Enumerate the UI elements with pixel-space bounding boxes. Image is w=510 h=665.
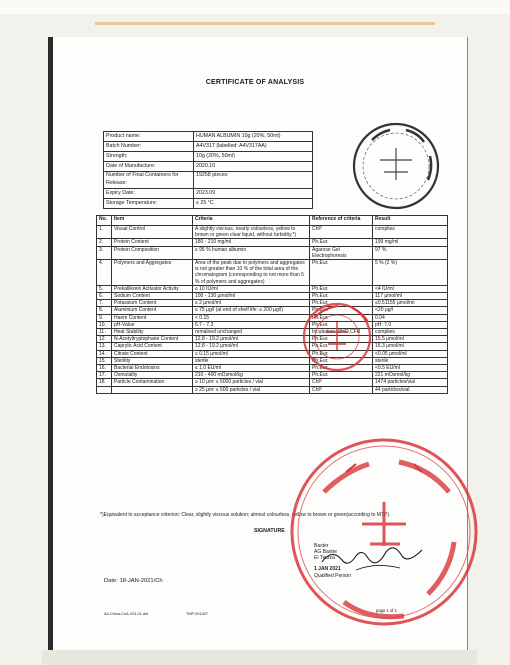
result-item: N-Acetyltryptophane Content [112, 336, 193, 343]
result-no: 10. [97, 321, 112, 328]
result-row [97, 343, 448, 350]
result-item: Polymers and Aggregates [112, 260, 193, 286]
result-criteria: 100 - 130 µmol/ml [193, 293, 310, 300]
result-no: 4. [97, 260, 112, 286]
info-label: Storage Temperature: [104, 199, 194, 209]
result-no: 1. [97, 226, 112, 239]
result-result: 16.3 µmol/ml [373, 343, 448, 350]
footnote: *)Equivalent to acceptance criterion: Clear, slightly viscous solution; almost colourless, yellow to brown or green(according to MTP). [100, 512, 391, 518]
result-row [97, 336, 448, 343]
result-item: Bacterial Endotoxins [112, 365, 193, 372]
result-item: Haem Content [112, 314, 193, 321]
header-reference: Reference of criteria [310, 216, 373, 226]
signed-date: 1 JAN 2021 [314, 566, 341, 572]
result-reference: Ph.Eur. [310, 336, 373, 343]
result-row [97, 372, 448, 379]
result-criteria: remained unchanged [193, 329, 310, 336]
result-reference: Ph.Eur. [310, 239, 373, 246]
result-row [97, 386, 448, 393]
result-result: <0.5 EU/ml [373, 365, 448, 372]
info-value: ≤ 25 °C [194, 199, 313, 209]
info-value: 10g (20%, 50ml) [194, 152, 313, 162]
result-item: Protein Composition [112, 246, 193, 259]
result-reference: Ph.Eur. [310, 300, 373, 307]
result-item: Caprylic Acid Content [112, 343, 193, 350]
result-reference: ChP [310, 386, 373, 393]
info-value: 2023.09 [194, 189, 313, 199]
result-result: sterile [373, 357, 448, 364]
result-row [97, 357, 448, 364]
result-criteria: Area of the peak due to polymers and aggregates is not greater than 10 % of the total area of the chromatogram (corresponding to not more than 5 % of polymers and aggregates) [193, 260, 310, 286]
result-no: 5. [97, 285, 112, 292]
result-result: <0.05 µmol/ml [373, 350, 448, 357]
result-criteria: 6.7 - 7.3 [193, 321, 310, 328]
info-label: Expiry Date: [104, 189, 194, 199]
result-no: 8. [97, 307, 112, 314]
result-row [97, 307, 448, 314]
results-header-row [97, 216, 448, 226]
result-result: 199 mg/ml [373, 239, 448, 246]
signer-title: Qualified Person [314, 573, 351, 579]
result-criteria: sterile [193, 357, 310, 364]
product-info-table [103, 131, 313, 209]
result-reference: Incubation WHO,CFR [310, 329, 373, 336]
result-item: Prekallikrein Activator Activity [112, 285, 193, 292]
result-item: Particle Contamination [112, 379, 193, 386]
info-row [104, 132, 313, 142]
result-reference: ChP [310, 226, 373, 239]
scan-bottom-margin [42, 650, 477, 665]
result-criteria: ≤ 75 µg/l (at end of shelf life: ≤ 200 µg/l) [193, 307, 310, 314]
result-no: 12. [97, 336, 112, 343]
inspection-stamp [300, 300, 374, 374]
result-no [97, 386, 112, 393]
result-no: 3. [97, 246, 112, 259]
company-seal-stamp [350, 120, 442, 212]
header-item: Item [112, 216, 193, 226]
result-item: Aluminium Content [112, 307, 193, 314]
result-item: Potassium Content [112, 300, 193, 307]
result-criteria: 12.8 - 19.2 µmol/ml [193, 343, 310, 350]
result-result: 5 % (2 %) [373, 260, 448, 286]
result-item: Osmolality [112, 372, 193, 379]
result-item: Visual Control [112, 226, 193, 239]
result-result: 15.5 µmol/ml [373, 336, 448, 343]
port-inspection-stamp [284, 432, 484, 632]
result-reference: Ph.Eur. [310, 307, 373, 314]
info-label: Strength: [104, 152, 194, 162]
result-row [97, 365, 448, 372]
info-label: Number of Final Containers for Release: [104, 172, 194, 189]
result-no: 11. [97, 329, 112, 336]
result-reference: Ph.Eur. [310, 372, 373, 379]
result-item: Sodium Content [112, 293, 193, 300]
info-label: Date of Manufacture: [104, 162, 194, 172]
result-row [97, 329, 448, 336]
result-criteria: 210 - 400 mOsmol/kg [193, 372, 310, 379]
result-result: 117 µmol/ml [373, 293, 448, 300]
result-reference: Ph.Eur. [310, 285, 373, 292]
result-criteria: ≤ 1.0 EU/ml [193, 365, 310, 372]
result-result: 221 mOsmol/kg [373, 372, 448, 379]
info-value: 2020.10 [194, 162, 313, 172]
info-value: 19258 pieces [194, 172, 313, 189]
result-row [97, 314, 448, 321]
result-item: Sterility [112, 357, 193, 364]
result-item: pH-Value [112, 321, 193, 328]
result-reference: Ph.Eur. [310, 260, 373, 286]
info-value: A4V317 (labelled: A4V317AA) [194, 142, 313, 152]
result-criteria: ≥ 10 µm: ≤ 6000 particles / vial [193, 379, 310, 386]
result-result: 44 particles/vial [373, 386, 448, 393]
result-no: 18. [97, 379, 112, 386]
result-item [112, 386, 193, 393]
result-result: 97 % [373, 246, 448, 259]
info-row [104, 152, 313, 162]
result-reference: Ph.Eur. [310, 314, 373, 321]
header-criteria: Criteria [193, 216, 310, 226]
result-result: <20 µg/l [373, 307, 448, 314]
result-result: 0.04 [373, 314, 448, 321]
result-criteria: ≥ 95 % human albumin [193, 246, 310, 259]
document-id: A4-China-CoA-V01.01.dot [104, 612, 149, 616]
info-row [104, 172, 313, 189]
issue-date: Date: 18-JAN-2021/Ch [104, 578, 163, 584]
header-result: Result [373, 216, 448, 226]
result-item: Protein Content [112, 239, 193, 246]
handwritten-signature [318, 540, 428, 580]
page-number: page 1 of 1 [376, 608, 397, 613]
info-label: Product name: [104, 132, 194, 142]
result-item: Heat Stability [112, 329, 193, 336]
result-no: 13. [97, 343, 112, 350]
result-row [97, 260, 448, 286]
template-id: TMP-001407 [186, 612, 208, 616]
document-title: CERTIFICATE OF ANALYSIS [205, 79, 305, 86]
result-item: Citrate Content [112, 350, 193, 357]
info-label: Batch Number: [104, 142, 194, 152]
result-reference: ChP [310, 379, 373, 386]
result-row [97, 321, 448, 328]
result-reference: Ph.Eur. [310, 293, 373, 300]
result-row [97, 300, 448, 307]
result-row [97, 226, 448, 239]
results-table [96, 215, 448, 394]
signature-label: SIGNATURE [254, 528, 285, 534]
result-result: 1474 particles/vial [373, 379, 448, 386]
result-result: complies [373, 329, 448, 336]
result-criteria: ≤ 2 µmol/ml [193, 300, 310, 307]
scan-edge-line [95, 22, 435, 25]
info-row [104, 199, 313, 209]
result-criteria: ≤ 0.15 µmol/ml [193, 350, 310, 357]
result-result: <4 IU/ml [373, 285, 448, 292]
result-row [97, 379, 448, 386]
result-row [97, 285, 448, 292]
result-result: pH: 7.0 [373, 321, 448, 328]
result-no: 7. [97, 300, 112, 307]
result-reference: Ph.Eur. [310, 321, 373, 328]
result-no: 9. [97, 314, 112, 321]
result-criteria: ≤ 10 IU/ml [193, 285, 310, 292]
result-criteria: ≥ 25 µm: ≤ 600 particles / vial [193, 386, 310, 393]
result-row [97, 239, 448, 246]
result-row [97, 350, 448, 357]
result-reference: Ph.Eur. [310, 357, 373, 364]
scan-top-margin [0, 0, 510, 14]
results-body [97, 226, 448, 394]
signer-company: Baxter [314, 543, 329, 549]
result-criteria: 180 - 210 mg/ml [193, 239, 310, 246]
result-no: 17. [97, 372, 112, 379]
result-reference: Ph.Eur. [310, 343, 373, 350]
result-no: 15. [97, 357, 112, 364]
result-criteria: A slightly viscous, nearly colourless, yellow to brown or green clear liquid, without turbidity.*) [193, 226, 310, 239]
result-result: complies [373, 226, 448, 239]
result-no: 14. [97, 350, 112, 357]
result-no: 6. [97, 293, 112, 300]
result-no: 16. [97, 365, 112, 372]
result-reference: Ph.Eur. [310, 365, 373, 372]
result-criteria: 12.8 - 19.2 µmol/ml [193, 336, 310, 343]
signer-company-2: AG Baxter [314, 549, 338, 555]
result-reference: Ph.Eur. [310, 350, 373, 357]
signer-name: El Trezza [314, 555, 335, 561]
result-no: 2. [97, 239, 112, 246]
result-reference: Agarose Gel Electrophoresis [310, 246, 373, 259]
result-criteria: < 0.15 [193, 314, 310, 321]
result-row [97, 246, 448, 259]
info-row [104, 189, 313, 199]
header-no: No. [97, 216, 112, 226]
info-row [104, 162, 313, 172]
info-value: HUMAN ALBUMIN 10g (20%, 50ml) [194, 132, 313, 142]
info-row [104, 142, 313, 152]
result-row [97, 293, 448, 300]
result-result: ≤0.51155 µmol/ml [373, 300, 448, 307]
